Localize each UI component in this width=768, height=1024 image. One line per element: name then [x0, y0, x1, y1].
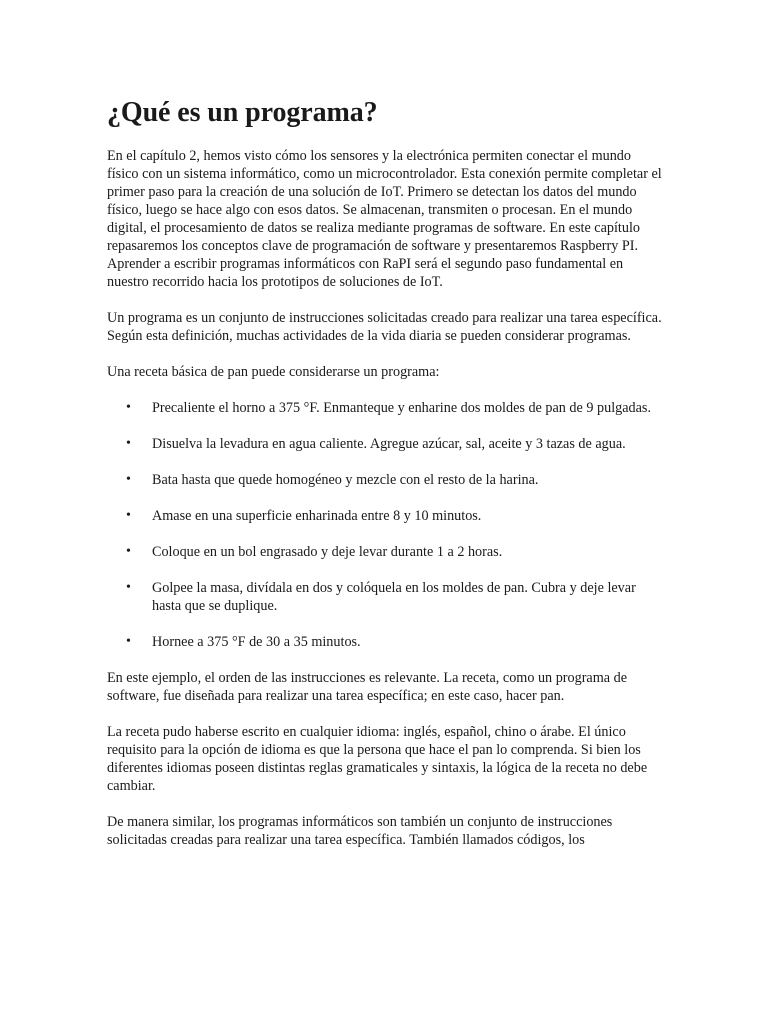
list-item — [107, 399, 663, 417]
list-item-text: Hornee a 375 °F de 30 a 35 minutos. — [152, 634, 361, 650]
bullet-icon: • — [126, 436, 131, 451]
list-item — [107, 579, 663, 615]
body-paragraph-2: La receta pudo haberse escrito en cualquier idioma: inglés, español, chino o árabe. El único requisito para la opción de idioma es que la persona que hace el pan lo comprenda. Si bien los diferentes idiomas poseen distintas reglas gramaticales y sintaxis, la lógica de la receta no debe cambiar. — [107, 724, 648, 794]
list-item — [107, 633, 663, 651]
body-paragraph-3: De manera similar, los programas informáticos son también un conjunto de instrucciones solicitadas creadas para realizar una tarea específica. También llamados códigos, los — [107, 814, 613, 848]
list-item-text: Precaliente el horno a 375 °F. Enmanteque y enharine dos moldes de pan de 9 pulgadas. — [152, 400, 651, 416]
bullet-icon: • — [126, 508, 131, 523]
recipe-bullet-list — [107, 399, 663, 651]
list-item — [107, 507, 663, 525]
list-item — [107, 543, 663, 561]
list-item-text: Bata hasta que quede homogéneo y mezcle con el resto de la harina. — [152, 472, 539, 488]
bullet-icon: • — [126, 634, 131, 649]
bullet-icon: • — [126, 580, 131, 595]
list-item-text: Coloque en un bol engrasado y deje levar durante 1 a 2 horas. — [152, 544, 503, 560]
page-title: ¿Qué es un programa? — [107, 97, 378, 128]
list-item — [107, 471, 663, 489]
list-item-text: Golpee la masa, divídala en dos y colóquela en los moldes de pan. Cubra y deje levar hasta que se duplique. — [152, 580, 636, 614]
list-item-text: Amase en una superficie enharinada entre 8 y 10 minutos. — [152, 508, 482, 524]
body-paragraph-1: En este ejemplo, el orden de las instrucciones es relevante. La receta, como un programa de software, fue diseñada para realizar una tarea específica; en este caso, hacer pan. — [107, 670, 627, 704]
bullet-icon: • — [126, 472, 131, 487]
bullet-icon: • — [126, 544, 131, 559]
bullet-icon: • — [126, 400, 131, 415]
document-page — [107, 96, 663, 867]
list-item-text: Disuelva la levadura en agua caliente. Agregue azúcar, sal, aceite y 3 tazas de agua. — [152, 436, 626, 452]
list-item — [107, 435, 663, 453]
intro-paragraph-1: En el capítulo 2, hemos visto cómo los sensores y la electrónica permiten conectar el mundo físico con un sistema informático, como un microcontrolador. Esta conexión permite completar el primer paso para la creación de una solución de IoT. Primero se detectan los datos del mundo físico, luego se hace algo con esos datos. Se almacenan, transmiten o procesan. En el mundo digital, el procesamiento de datos se realiza mediante programas de software. En este capítulo repasaremos los conceptos clave de programación de software y presentaremos Raspberry PI. Aprender a escribir programas informáticos con RaPI será el segundo paso fundamental en nuestro recorrido hacia los prototipos de soluciones de IoT. — [107, 148, 662, 290]
intro-paragraph-3: Una receta básica de pan puede considerarse un programa: — [107, 364, 440, 380]
intro-paragraph-2: Un programa es un conjunto de instrucciones solicitadas creado para realizar una tarea específica. Según esta definición, muchas actividades de la vida diaria se pueden considerar programas. — [107, 310, 662, 344]
